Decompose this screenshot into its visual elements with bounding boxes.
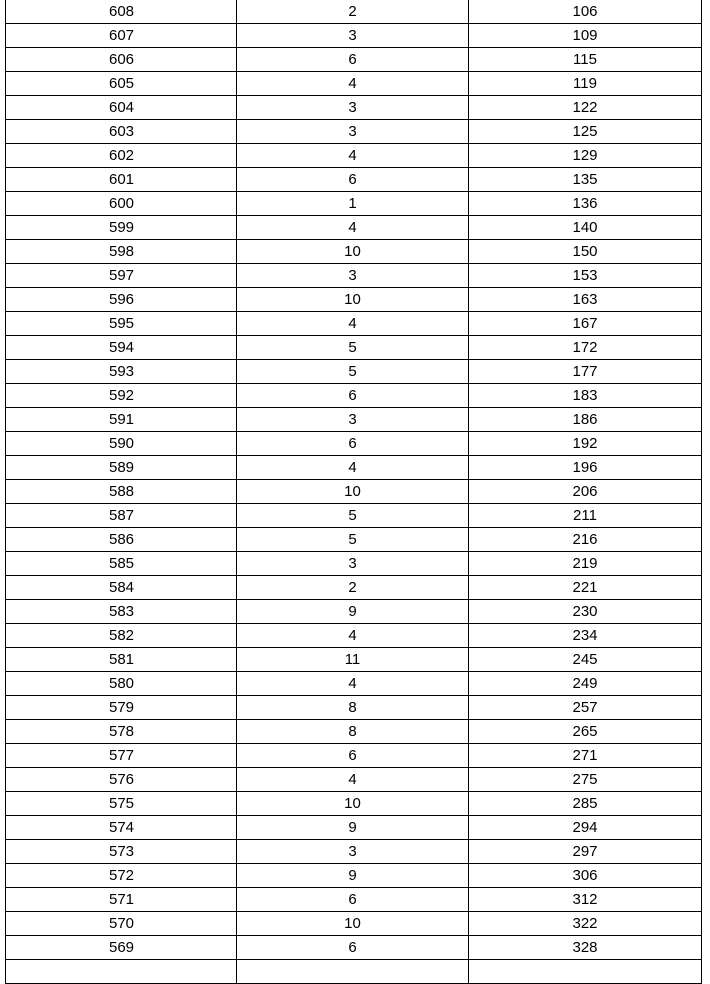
count-cell: 3 bbox=[237, 120, 469, 144]
score-table-body bbox=[6, 0, 702, 984]
count-cell: 8 bbox=[237, 696, 469, 720]
score-cell: 608 bbox=[6, 0, 237, 24]
score-cell: 595 bbox=[6, 312, 237, 336]
cumulative-cell: 271 bbox=[469, 744, 702, 768]
score-table-sheet bbox=[5, 0, 701, 984]
cumulative-cell: 136 bbox=[469, 192, 702, 216]
score-cell: 604 bbox=[6, 96, 237, 120]
cumulative-cell: 125 bbox=[469, 120, 702, 144]
cumulative-cell: 163 bbox=[469, 288, 702, 312]
score-cell: 571 bbox=[6, 888, 237, 912]
cumulative-cell: 122 bbox=[469, 96, 702, 120]
score-cell: 577 bbox=[6, 744, 237, 768]
count-cell: 4 bbox=[237, 624, 469, 648]
count-cell: 3 bbox=[237, 264, 469, 288]
cumulative-cell: 192 bbox=[469, 432, 702, 456]
count-cell: 6 bbox=[237, 936, 469, 960]
cumulative-cell: 275 bbox=[469, 768, 702, 792]
count-cell: 4 bbox=[237, 768, 469, 792]
cumulative-cell: 257 bbox=[469, 696, 702, 720]
cumulative-cell bbox=[469, 960, 702, 984]
cumulative-cell: 106 bbox=[469, 0, 702, 24]
table-row bbox=[6, 168, 702, 192]
table-row bbox=[6, 48, 702, 72]
table-row bbox=[6, 744, 702, 768]
table-row bbox=[6, 888, 702, 912]
count-cell: 3 bbox=[237, 96, 469, 120]
cumulative-cell: 328 bbox=[469, 936, 702, 960]
table-row bbox=[6, 144, 702, 168]
cumulative-cell: 140 bbox=[469, 216, 702, 240]
score-cell: 592 bbox=[6, 384, 237, 408]
count-cell: 11 bbox=[237, 648, 469, 672]
count-cell: 3 bbox=[237, 408, 469, 432]
count-cell: 9 bbox=[237, 600, 469, 624]
table-row bbox=[6, 792, 702, 816]
score-cell bbox=[6, 960, 237, 984]
cumulative-cell: 312 bbox=[469, 888, 702, 912]
score-cell: 591 bbox=[6, 408, 237, 432]
table-row bbox=[6, 696, 702, 720]
count-cell: 6 bbox=[237, 168, 469, 192]
score-cell: 578 bbox=[6, 720, 237, 744]
cumulative-cell: 249 bbox=[469, 672, 702, 696]
score-cell: 572 bbox=[6, 864, 237, 888]
count-cell: 5 bbox=[237, 504, 469, 528]
score-cell: 606 bbox=[6, 48, 237, 72]
score-cell: 601 bbox=[6, 168, 237, 192]
table-row bbox=[6, 936, 702, 960]
count-cell: 3 bbox=[237, 552, 469, 576]
score-cell: 600 bbox=[6, 192, 237, 216]
score-cell: 579 bbox=[6, 696, 237, 720]
cumulative-cell: 172 bbox=[469, 336, 702, 360]
score-cell: 598 bbox=[6, 240, 237, 264]
count-cell: 5 bbox=[237, 528, 469, 552]
score-cell: 581 bbox=[6, 648, 237, 672]
cumulative-cell: 216 bbox=[469, 528, 702, 552]
count-cell: 4 bbox=[237, 144, 469, 168]
table-row bbox=[6, 840, 702, 864]
count-cell: 6 bbox=[237, 888, 469, 912]
table-row bbox=[6, 768, 702, 792]
cumulative-cell: 230 bbox=[469, 600, 702, 624]
table-row bbox=[6, 672, 702, 696]
cumulative-cell: 150 bbox=[469, 240, 702, 264]
score-cell: 570 bbox=[6, 912, 237, 936]
count-cell: 4 bbox=[237, 456, 469, 480]
table-row bbox=[6, 504, 702, 528]
score-cell: 590 bbox=[6, 432, 237, 456]
cumulative-cell: 167 bbox=[469, 312, 702, 336]
cumulative-cell: 294 bbox=[469, 816, 702, 840]
score-cell: 569 bbox=[6, 936, 237, 960]
cumulative-cell: 177 bbox=[469, 360, 702, 384]
score-cell: 605 bbox=[6, 72, 237, 96]
table-row bbox=[6, 384, 702, 408]
count-cell: 2 bbox=[237, 576, 469, 600]
table-row bbox=[6, 624, 702, 648]
table-row bbox=[6, 408, 702, 432]
count-cell: 4 bbox=[237, 672, 469, 696]
count-cell: 5 bbox=[237, 336, 469, 360]
count-cell: 3 bbox=[237, 24, 469, 48]
score-cell: 587 bbox=[6, 504, 237, 528]
count-cell: 6 bbox=[237, 744, 469, 768]
count-cell: 10 bbox=[237, 480, 469, 504]
table-row bbox=[6, 192, 702, 216]
cumulative-cell: 129 bbox=[469, 144, 702, 168]
count-cell: 10 bbox=[237, 288, 469, 312]
count-cell: 6 bbox=[237, 384, 469, 408]
cumulative-cell: 135 bbox=[469, 168, 702, 192]
count-cell: 8 bbox=[237, 720, 469, 744]
score-cell: 596 bbox=[6, 288, 237, 312]
count-cell: 2 bbox=[237, 0, 469, 24]
score-cell: 586 bbox=[6, 528, 237, 552]
score-cell: 583 bbox=[6, 600, 237, 624]
count-cell: 10 bbox=[237, 240, 469, 264]
score-cell: 607 bbox=[6, 24, 237, 48]
table-row bbox=[6, 288, 702, 312]
cumulative-cell: 219 bbox=[469, 552, 702, 576]
cumulative-cell: 119 bbox=[469, 72, 702, 96]
count-cell: 4 bbox=[237, 72, 469, 96]
count-cell: 3 bbox=[237, 840, 469, 864]
cumulative-cell: 211 bbox=[469, 504, 702, 528]
cumulative-cell: 153 bbox=[469, 264, 702, 288]
table-row bbox=[6, 432, 702, 456]
cumulative-cell: 186 bbox=[469, 408, 702, 432]
count-cell: 10 bbox=[237, 912, 469, 936]
table-row bbox=[6, 0, 702, 24]
table-row bbox=[6, 552, 702, 576]
score-cell: 593 bbox=[6, 360, 237, 384]
score-cell: 589 bbox=[6, 456, 237, 480]
cumulative-cell: 297 bbox=[469, 840, 702, 864]
table-row bbox=[6, 120, 702, 144]
count-cell: 10 bbox=[237, 792, 469, 816]
score-cell: 573 bbox=[6, 840, 237, 864]
table-row bbox=[6, 816, 702, 840]
table-row bbox=[6, 960, 702, 984]
table-row bbox=[6, 360, 702, 384]
table-row bbox=[6, 336, 702, 360]
score-cell: 574 bbox=[6, 816, 237, 840]
table-row bbox=[6, 456, 702, 480]
score-cell: 580 bbox=[6, 672, 237, 696]
cumulative-cell: 306 bbox=[469, 864, 702, 888]
table-row bbox=[6, 864, 702, 888]
count-cell: 9 bbox=[237, 864, 469, 888]
count-cell: 5 bbox=[237, 360, 469, 384]
table-row bbox=[6, 312, 702, 336]
count-cell: 1 bbox=[237, 192, 469, 216]
score-cell: 584 bbox=[6, 576, 237, 600]
score-cell: 599 bbox=[6, 216, 237, 240]
cumulative-cell: 206 bbox=[469, 480, 702, 504]
score-cell: 575 bbox=[6, 792, 237, 816]
cumulative-cell: 322 bbox=[469, 912, 702, 936]
table-row bbox=[6, 480, 702, 504]
score-cell: 594 bbox=[6, 336, 237, 360]
count-cell: 4 bbox=[237, 312, 469, 336]
cumulative-cell: 109 bbox=[469, 24, 702, 48]
count-cell: 6 bbox=[237, 432, 469, 456]
table-row bbox=[6, 912, 702, 936]
cumulative-cell: 245 bbox=[469, 648, 702, 672]
score-cell: 603 bbox=[6, 120, 237, 144]
cumulative-cell: 196 bbox=[469, 456, 702, 480]
table-row bbox=[6, 264, 702, 288]
count-cell: 4 bbox=[237, 216, 469, 240]
count-cell: 6 bbox=[237, 48, 469, 72]
score-table bbox=[5, 0, 702, 984]
score-cell: 588 bbox=[6, 480, 237, 504]
score-cell: 576 bbox=[6, 768, 237, 792]
score-cell: 582 bbox=[6, 624, 237, 648]
table-row bbox=[6, 240, 702, 264]
score-cell: 602 bbox=[6, 144, 237, 168]
table-row bbox=[6, 216, 702, 240]
cumulative-cell: 221 bbox=[469, 576, 702, 600]
count-cell: 9 bbox=[237, 816, 469, 840]
table-row bbox=[6, 72, 702, 96]
cumulative-cell: 265 bbox=[469, 720, 702, 744]
cumulative-cell: 115 bbox=[469, 48, 702, 72]
score-cell: 585 bbox=[6, 552, 237, 576]
score-cell: 597 bbox=[6, 264, 237, 288]
cumulative-cell: 234 bbox=[469, 624, 702, 648]
table-row bbox=[6, 528, 702, 552]
count-cell bbox=[237, 960, 469, 984]
cumulative-cell: 183 bbox=[469, 384, 702, 408]
table-row bbox=[6, 96, 702, 120]
table-row bbox=[6, 24, 702, 48]
table-row bbox=[6, 648, 702, 672]
cumulative-cell: 285 bbox=[469, 792, 702, 816]
table-row bbox=[6, 720, 702, 744]
table-row bbox=[6, 600, 702, 624]
table-row bbox=[6, 576, 702, 600]
